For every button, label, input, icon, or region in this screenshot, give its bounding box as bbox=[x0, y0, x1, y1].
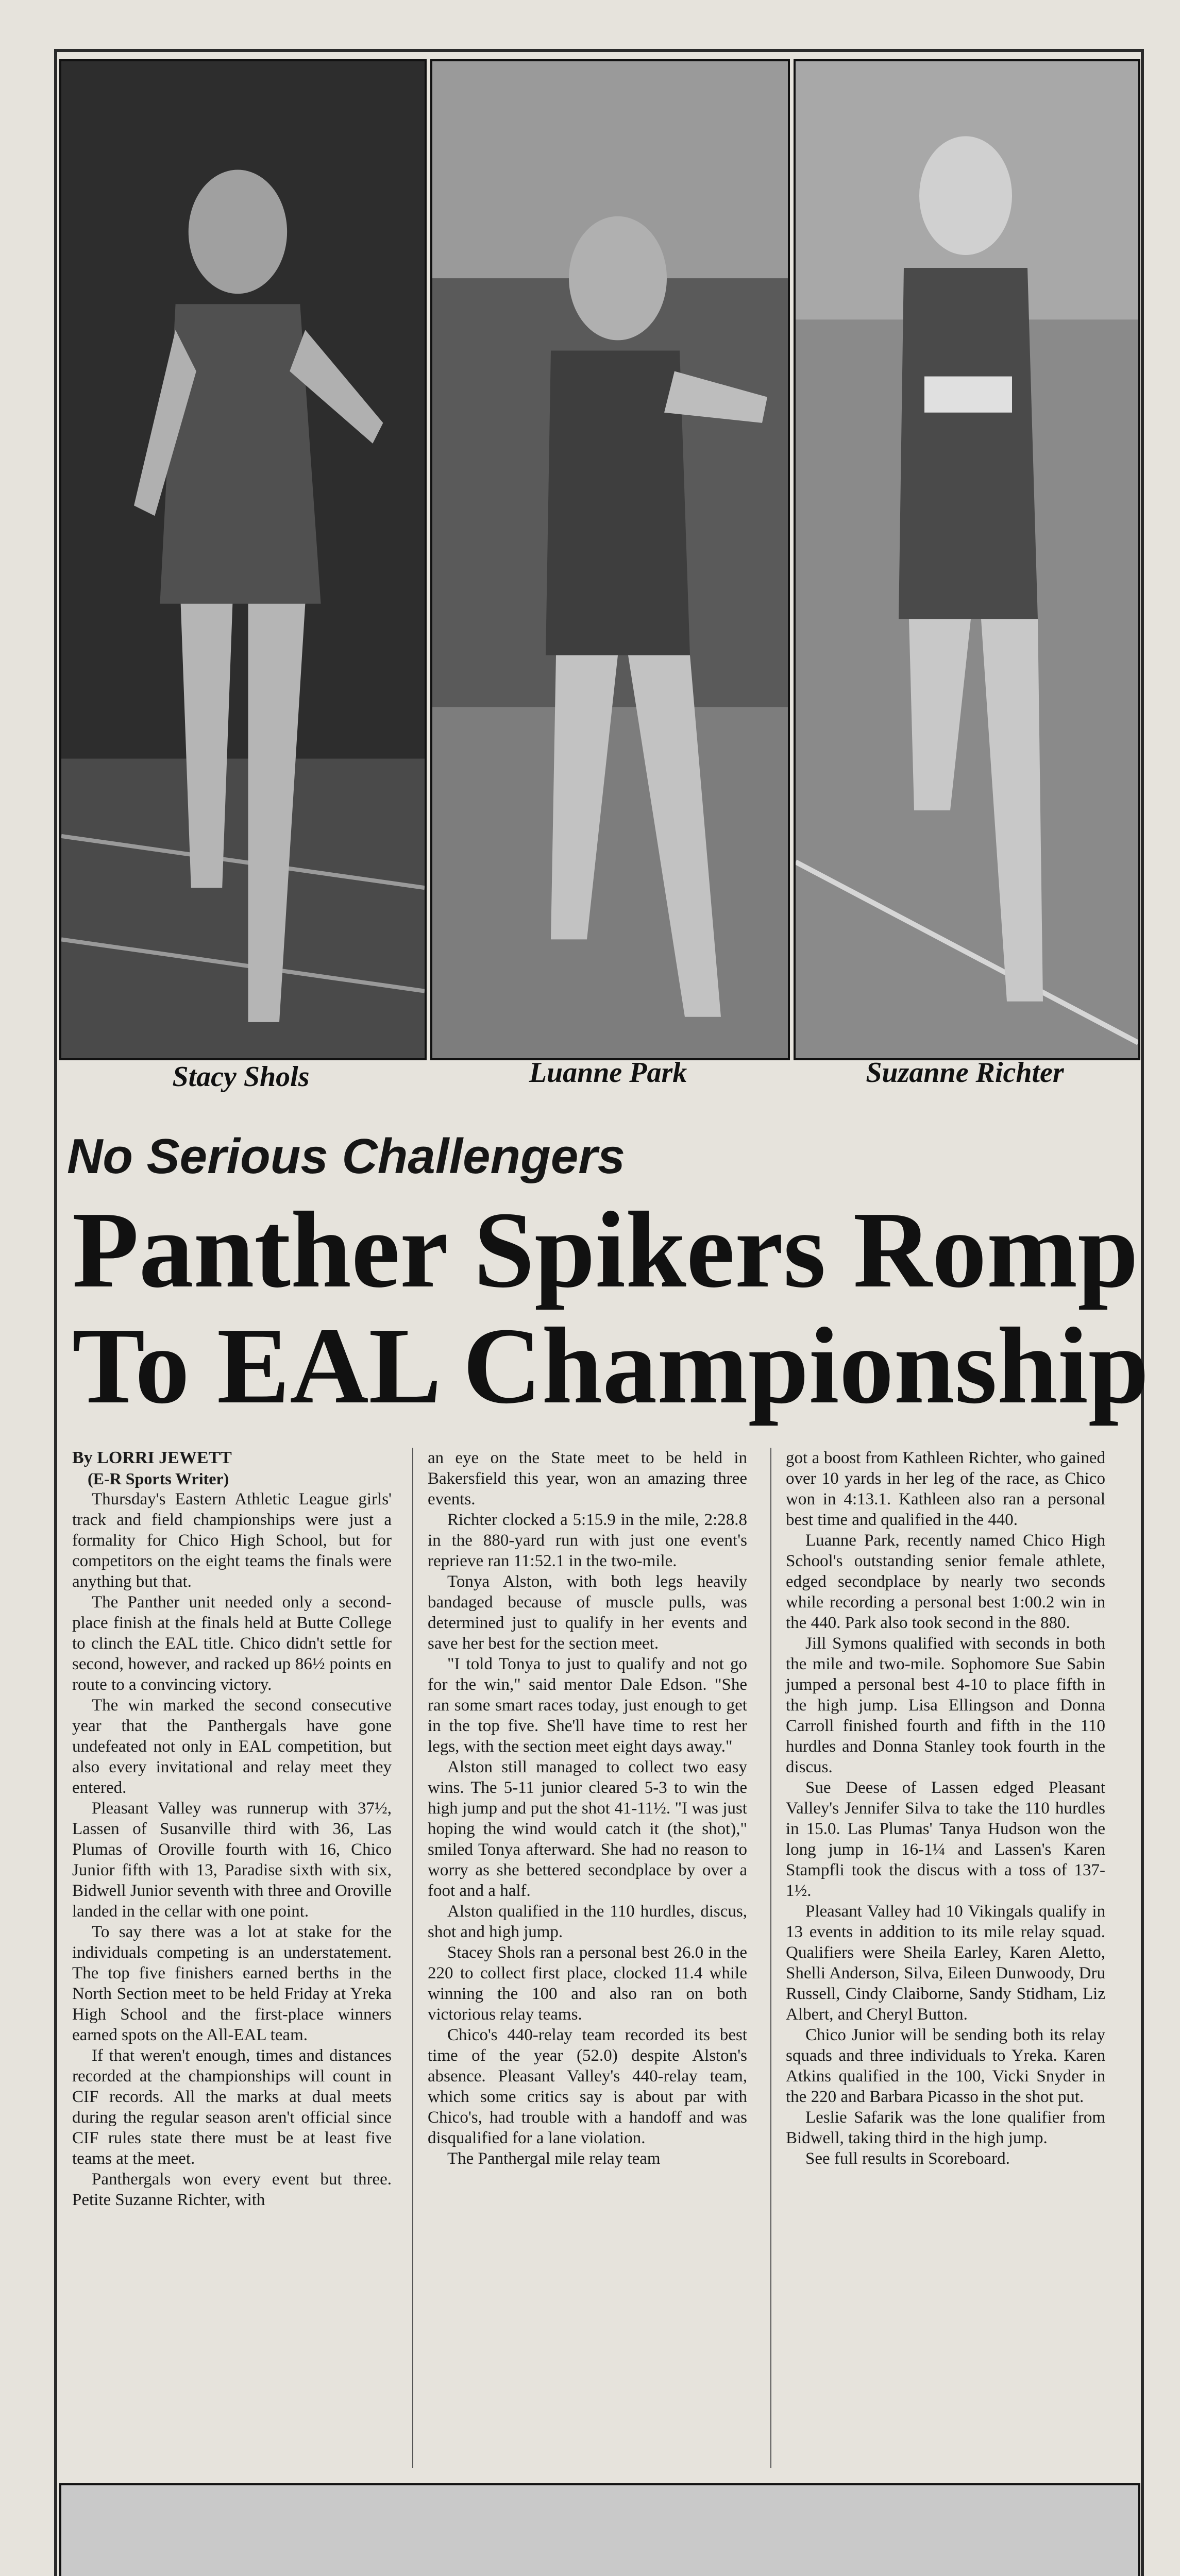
caption-luanne-park: Luanne Park bbox=[529, 1057, 687, 1089]
headline-line-2: To EAL Championship bbox=[72, 1305, 1149, 1426]
paragraph: Alston qualified in the 110 hurdles, discus, shot and high jump. bbox=[428, 1902, 747, 1941]
paragraph: The Panther unit needed only a second-place finish at the finals held at Butte College to clinch the EAL title. Chico didn't settle for second, however, and racked up 86½ points en route to a convincing victory. bbox=[72, 1593, 392, 1694]
paragraph: Sue Deese of Lassen edged Pleasant Valley's Jennifer Silva to take the 110 hurdles in 15.0. Las Plumas' Tanya Hudson won the long jump in 16-1¼ and Lassen's Karen Stampfli took the discus with a toss of 137-1½. bbox=[786, 1778, 1105, 1900]
photo-suzanne-richter bbox=[794, 59, 1140, 1060]
paragraph: Tonya Alston, with both legs heavily bandaged because of muscle pulls, was determined just to qualify in her events and save her best for the section meet. bbox=[428, 1572, 747, 1653]
paragraph: The Panthergal mile relay team bbox=[447, 2149, 661, 2168]
paragraph: Pleasant Valley had 10 Vikingals qualify in 13 events in addition to its mile relay squad. Qualifiers were Sheila Earley, Karen Aletto, Shelli Anderson, Silva, Eileen Dunwoody, Dru Russell, Cindy Claiborne, Sandy Stidham, Liz Albert, and Cheryl Button. bbox=[786, 1902, 1105, 2024]
paragraph: Thursday's Eastern Athletic League girls' track and field championships were just a formality for Chico High School, but for competitors on the eight teams the finals were anything but that. bbox=[72, 1490, 392, 1591]
paragraph: See full results in Scoreboard. bbox=[805, 2149, 1010, 2168]
runner-silhouette bbox=[432, 61, 788, 1058]
headline-line-1: Panther Spikers Romp bbox=[72, 1189, 1139, 1310]
high-jump-scene bbox=[61, 2485, 1138, 2576]
article-column-1 bbox=[72, 1448, 392, 2210]
paragraph: Alston still managed to collect two easy wins. The 5-11 junior cleared 5-3 to win the high jump and put the shot 41-11½. "I was just hoping the wind would catch it (the shot)," smiled Tonya afterward. She had no reason to worry as she bettered secondplace by over a foot and a half. bbox=[428, 1758, 747, 1900]
photo-stacy-shols bbox=[59, 59, 427, 1060]
paragraph: The win marked the second consecutive year that the Panthergals have gone undefeated not only in EAL competition, but also every invitational and relay meet they entered. bbox=[72, 1696, 392, 1797]
paragraph: Chico's 440-relay team recorded its best time of the year (52.0) despite Alston's absence. Pleasant Valley's 440-relay team, which some critics say is about par with Chico's, had trouble with a handoff and was disqualified for a lane violation. bbox=[428, 2026, 747, 2147]
paragraph: If that weren't enough, times and distances recorded at the championships will count in CIF records. All the marks at dual meets during the regular season aren't official since CIF rules state there must be at least five teams at the meet. bbox=[72, 2046, 392, 2168]
kicker: No Serious Challengers bbox=[67, 1129, 625, 1184]
paragraph: Richter clocked a 5:15.9 in the mile, 2:28.8 in the 880-yard run with just one event's reprieve ran 11:52.1 in the two-mile. bbox=[428, 1511, 747, 1570]
byline-title: (E-R Sports Writer) bbox=[88, 1469, 229, 1488]
paragraph: Leslie Safarik was the lone qualifier from Bidwell, taking third in the high jump. bbox=[786, 2108, 1105, 2147]
paragraph: To say there was a lot at stake for the individuals competing is an understatement. The top five finishers earned berths in the North Section meet to be held Friday at Yreka High School and the first-place winners earned spots on the All-EAL team. bbox=[72, 1923, 392, 2044]
paragraph: Pleasant Valley was runnerup with 37½, Lassen of Susanville third with 36, Las Plumas of Oroville fourth with 16, Chico Junior fifth with 13, Paradise sixth with six, Bidwell Junior seventh with three and Oroville landed in the cellar with one point. bbox=[72, 1799, 392, 1921]
runner-silhouette bbox=[796, 61, 1138, 1058]
paragraph: Luanne Park, recently named Chico High School's outstanding senior female athlete, edged secondplace by nearly two seconds while recording a personal best 1:00.2 win in the 440. Park also took second in the 880. bbox=[786, 1531, 1105, 1632]
caption-stacy-shols: Stacy Shols bbox=[172, 1061, 310, 1093]
article-column-2 bbox=[428, 1448, 747, 2169]
paragraph: an eye on the State meet to be held in Bakersfield this year, won an amazing three events. bbox=[428, 1449, 747, 1509]
runner-silhouette bbox=[61, 61, 425, 1058]
paragraph: Stacey Shols ran a personal best 26.0 in the 220 to collect first place, clocked 11.4 while winning the 100 and also ran on both victorious relay teams. bbox=[428, 1943, 747, 2024]
byline: By LORRI JEWETT bbox=[72, 1448, 232, 1467]
article-column-3 bbox=[786, 1448, 1105, 2169]
column-rule bbox=[770, 1448, 771, 2468]
photo-tonya-alston-high-jump bbox=[59, 2483, 1140, 2576]
paragraph: Jill Symons qualified with seconds in both the mile and two-mile. Sophomore Sue Sabin jumped a personal best 4-10 to place fifth in the high jump. Lisa Ellingson and Donna Carroll finished fourth and fifth in the 110 hurdles and Donna Stanley took fourth in the discus. bbox=[786, 1634, 1105, 1776]
caption-suzanne-richter: Suzanne Richter bbox=[866, 1057, 1064, 1089]
paragraph: "I told Tonya to just to qualify and not go for the win," said mentor Dale Edson. "She ran some smart races today, just enough to get in the top five. She'll have time to rest her legs, with the section meet eight days away." bbox=[428, 1655, 747, 1756]
paragraph: Panthergals won every event but three. Petite Suzanne Richter, with bbox=[72, 2170, 392, 2209]
paragraph: Chico Junior will be sending both its relay squads and three individuals to Yreka. Karen Atkins qualified in the 100, Vicki Snyder in the 220 and Barbara Picasso in the shot put. bbox=[786, 2026, 1105, 2106]
column-rule bbox=[412, 1448, 413, 2468]
paragraph: got a boost from Kathleen Richter, who gained over 10 yards in her leg of the race, as Chico won in 4:13.1. Kathleen also ran a personal best time and qualified in the 440. bbox=[786, 1449, 1105, 1529]
photo-luanne-park bbox=[430, 59, 790, 1060]
